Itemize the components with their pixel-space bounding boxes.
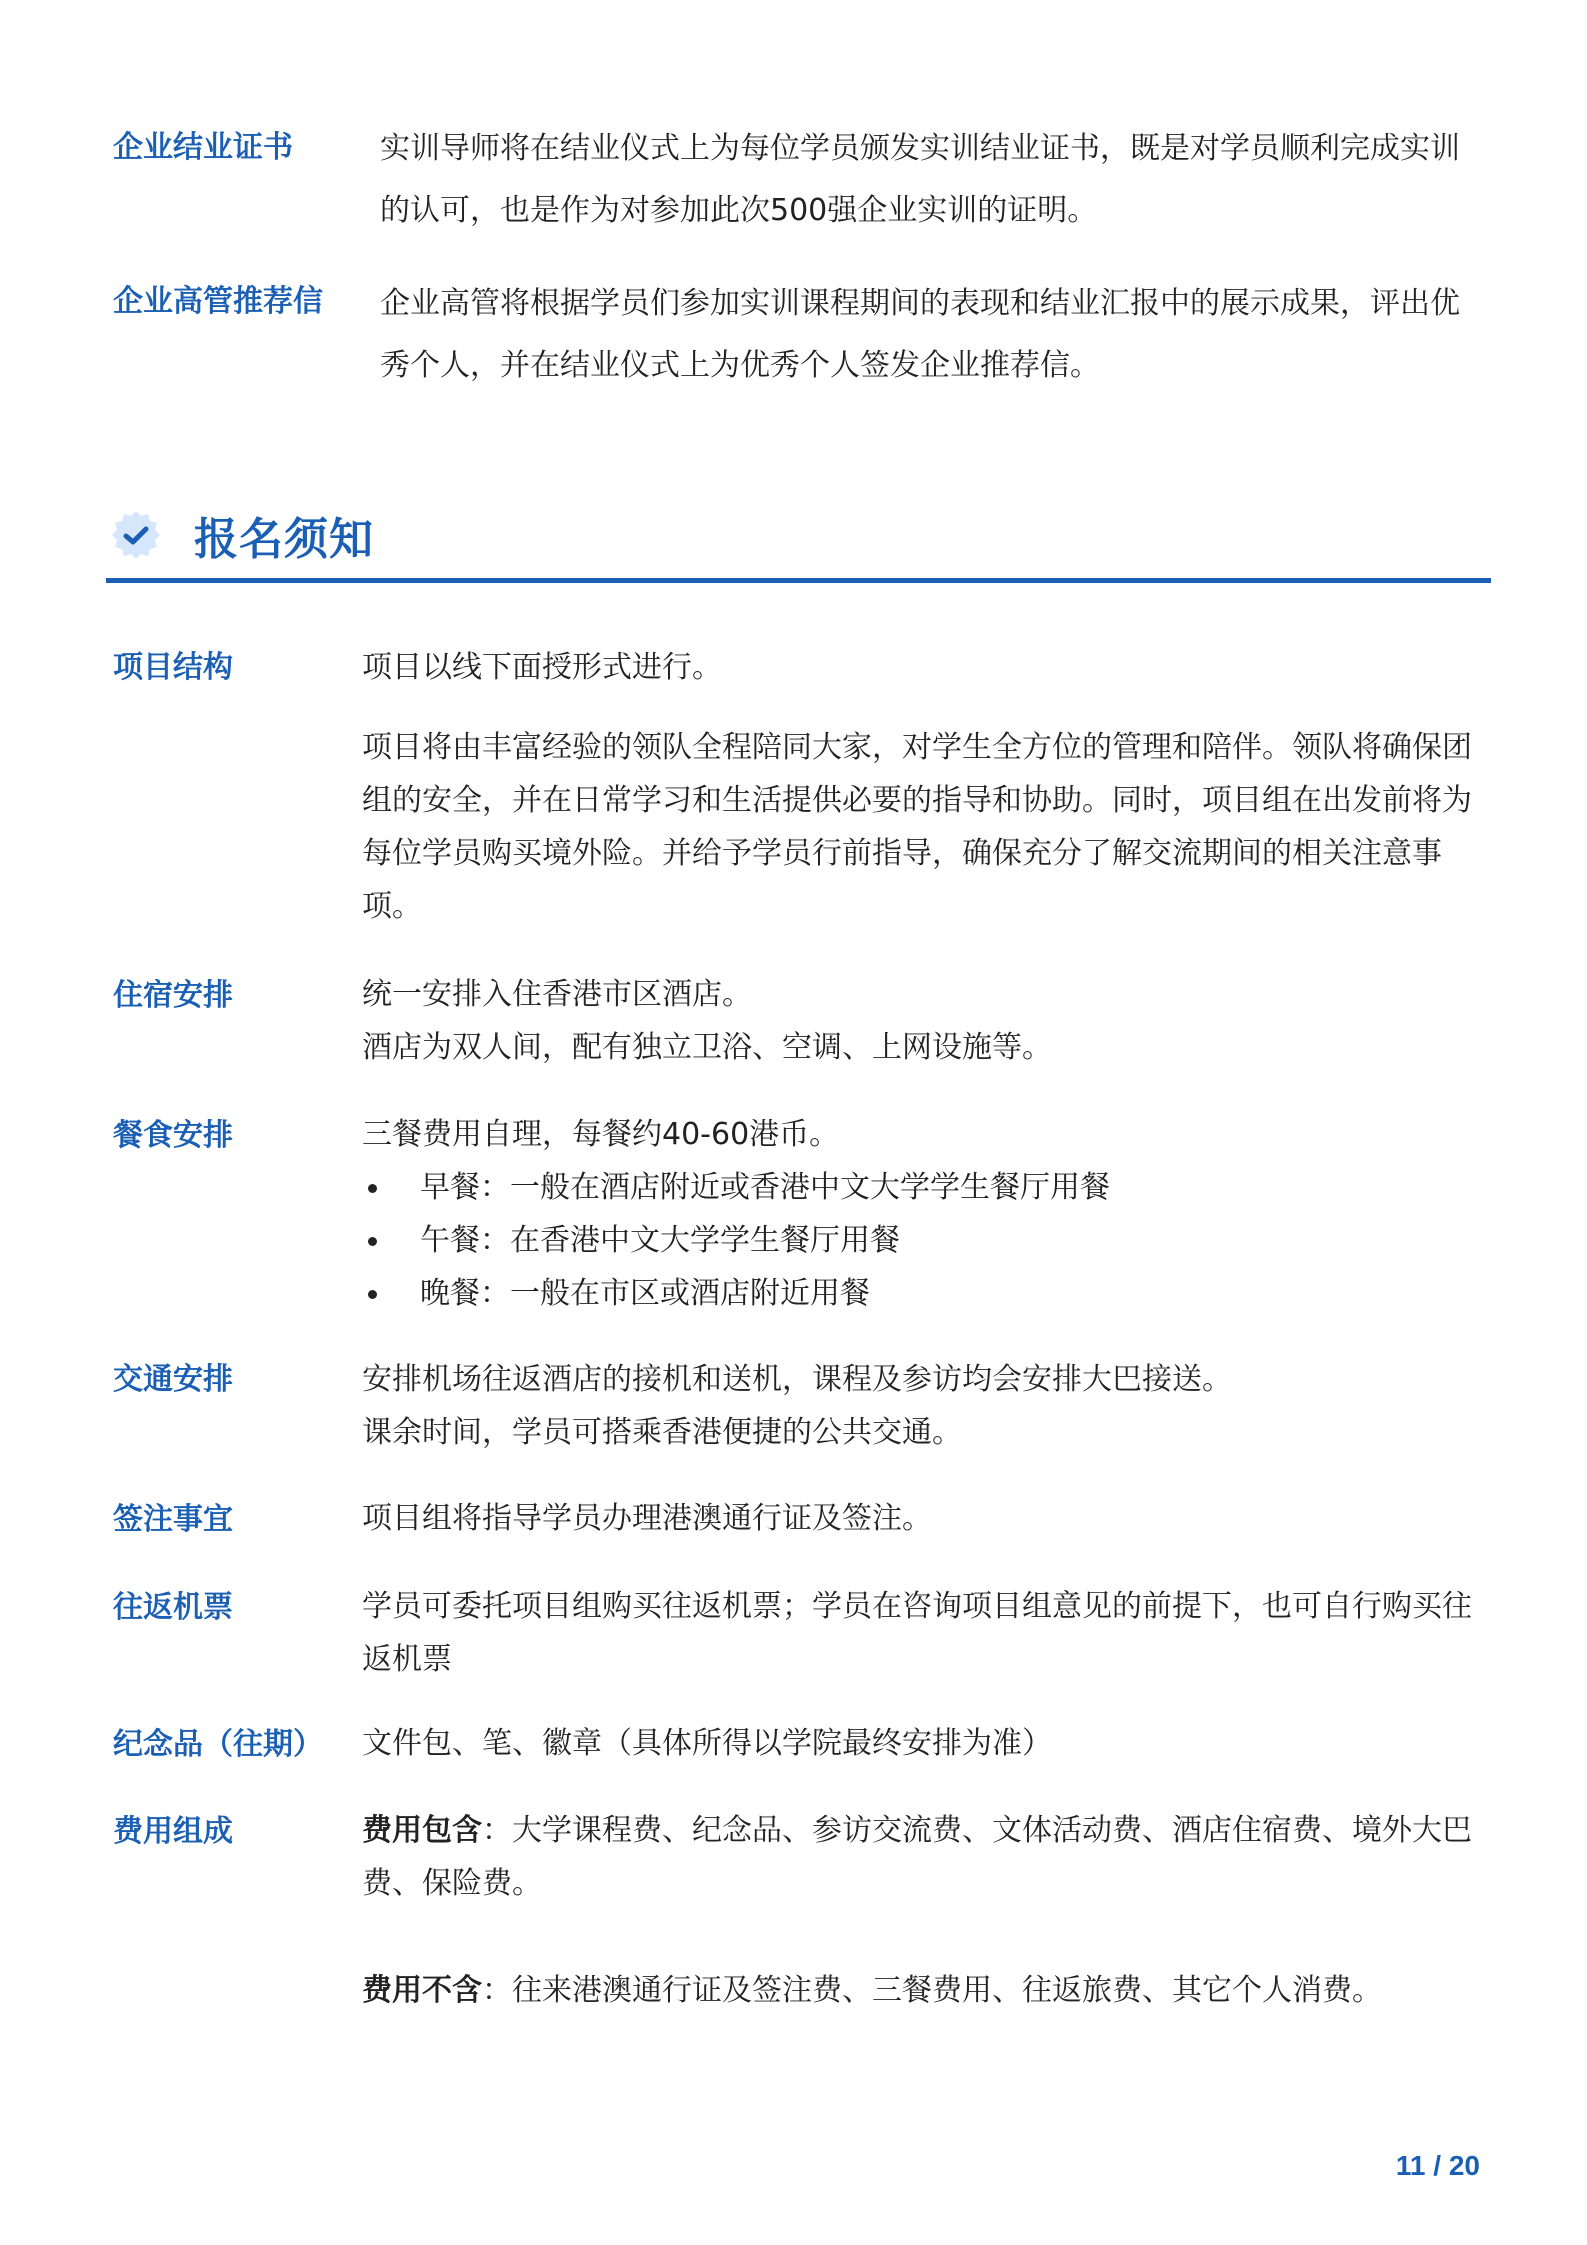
fees-included (362, 1804, 1477, 1910)
section-header (110, 500, 374, 570)
certificate-text: 实训导师将在结业仪式上为每位学员颁发实训结业证书，既是对学员顺利完成实训的认可，也是作为对参加此次500强企业实训的证明。 (380, 131, 1460, 228)
recommendation-label: 企业高管推荐信 (113, 284, 323, 319)
lodging-line-2: 酒店为双人间，配有独立卫浴、空调、上网设施等。 (362, 1030, 1052, 1065)
souvenir-text: 文件包、笔、徽章（具体所得以学院最终安排为准） (362, 1726, 1052, 1761)
transport-line-2: 课余时间，学员可搭乘香港便捷的公共交通。 (362, 1415, 962, 1450)
fees-label: 费用组成 (113, 1814, 233, 1849)
fees-excluded (362, 1964, 1477, 2017)
fees-included-label: 费用包含 (362, 1813, 482, 1848)
certificate-label: 企业结业证书 (113, 130, 293, 165)
meals-label: 餐食安排 (113, 1118, 233, 1153)
fees-excluded-text: ：往来港澳通行证及签注费、三餐费用、往返旅费、其它个人消费。 (482, 1973, 1382, 2008)
transport-label: 交通安排 (113, 1362, 233, 1397)
list-item: 早餐：一般在酒店附近或香港中文大学学生餐厅用餐 (362, 1161, 1110, 1214)
lodging-line-1: 统一安排入住香港市区酒店。 (362, 977, 752, 1012)
meals-list (362, 1161, 1110, 1320)
flights-label: 往返机票 (113, 1590, 233, 1625)
flights-text: 学员可委托项目组购买往返机票；学员在咨询项目组意见的前提下，也可自行购买往返机票 (362, 1589, 1472, 1677)
transport-line-1: 安排机场往返酒店的接机和送机，课程及参访均会安排大巴接送。 (362, 1362, 1232, 1397)
page-number: 11 / 20 (1395, 2150, 1480, 2181)
list-item: 晚餐：一般在市区或酒店附近用餐 (362, 1267, 1110, 1320)
meals-intro: 三餐费用自理，每餐约40-60港币。 (362, 1117, 840, 1152)
visa-label: 签注事宜 (113, 1502, 233, 1537)
souvenir-label: 纪念品（往期） (113, 1727, 323, 1762)
check-badge-icon (110, 509, 162, 561)
structure-text-2: 项目将由丰富经验的领队全程陪同大家，对学生全方位的管理和陪伴。领队将确保团组的安全，并在日常学习和生活提供必要的指导和协助。同时，项目组在出发前将为每位学员购买境外险。并给予学员行前指导，确保充分了解交流期间的相关注意事项。 (362, 730, 1472, 924)
fees-included-text: ：大学课程费、纪念品、参访交流费、文体活动费、酒店住宿费、境外大巴费、保险费。 (362, 1813, 1472, 1901)
fees-excluded-label: 费用不含 (362, 1973, 482, 2008)
structure-text-1: 项目以线下面授形式进行。 (362, 650, 722, 685)
lodging-label: 住宿安排 (113, 978, 233, 1013)
section-divider (106, 578, 1491, 583)
structure-label: 项目结构 (113, 650, 233, 685)
recommendation-text: 企业高管将根据学员们参加实训课程期间的表现和结业汇报中的展示成果，评出优秀个人，并在结业仪式上为优秀个人签发企业推荐信。 (380, 286, 1460, 383)
visa-text: 项目组将指导学员办理港澳通行证及签注。 (362, 1501, 932, 1536)
list-item: 午餐：在香港中文大学学生餐厅用餐 (362, 1214, 1110, 1267)
section-title: 报名须知 (194, 514, 374, 565)
